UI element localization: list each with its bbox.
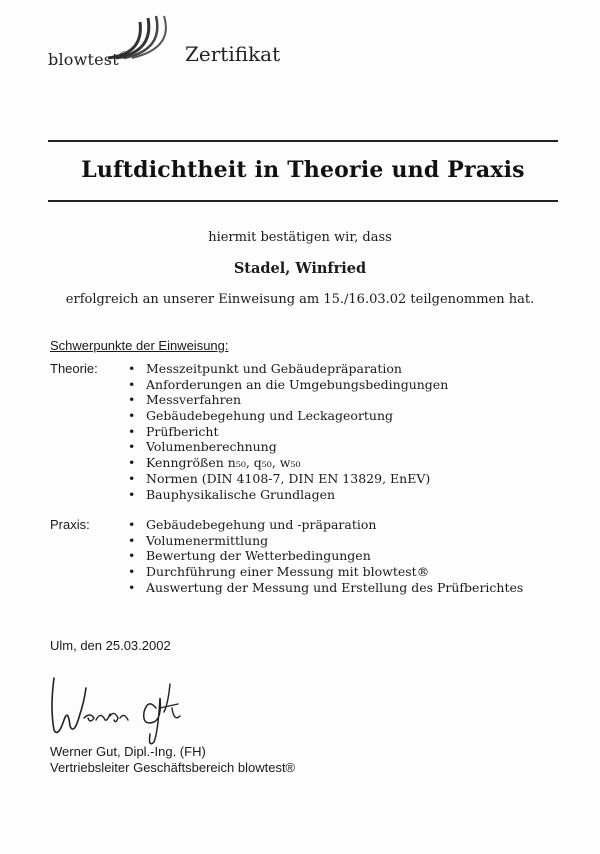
signer-block [50, 744, 295, 776]
blowtest-logo [48, 14, 178, 70]
signer-position: Vertriebsleiter Geschäftsbereich blowtest® [50, 760, 296, 775]
list-item: • Messverfahren [128, 392, 242, 408]
practice-list [128, 517, 523, 595]
bullet-icon: • [128, 376, 136, 392]
section-heading: Schwerpunkte der Einweisung: [50, 338, 229, 353]
bullet-icon: • [128, 392, 136, 408]
list-item: • Normen (DIN 4108-7, DIN EN 13829, EnEV) [128, 470, 431, 486]
registered-mark: ® [118, 51, 129, 62]
bullet-icon: • [128, 455, 136, 471]
theory-label: Theorie: [50, 361, 98, 376]
logo-text [48, 50, 128, 69]
list-item: • Anforderungen an die Umgebungsbedingungen [128, 376, 449, 392]
signature-icon [44, 668, 214, 748]
bullet-icon: • [128, 548, 136, 564]
bullet-icon: • [128, 439, 136, 455]
completion-text: erfolgreich an unserer Einweisung am 15./16.03.02 teilgenommen hat. [65, 292, 535, 307]
handwritten-signature [44, 668, 214, 748]
list-item: • Prüfbericht [128, 423, 219, 439]
list-item: • Auswertung der Messung und Erstellung des Prüfberichtes [128, 579, 524, 595]
logo-wordmark: blowtest [48, 50, 119, 69]
place-date: Ulm, den 25.03.2002 [50, 638, 171, 653]
list-item: • Durchführung einer Messung mit blowtest® [128, 564, 430, 580]
bullet-icon: • [128, 579, 136, 595]
bullet-icon: • [128, 361, 136, 376]
recipient-name: Stadel, Winfried [233, 260, 367, 277]
list-item: • Volumenberechnung [128, 439, 277, 455]
certificate-title: Luftdichtheit in Theorie und Praxis [81, 157, 525, 183]
bullet-icon: • [128, 564, 136, 580]
top-divider [48, 140, 558, 142]
signer-name: Werner Gut, Dipl.-Ing. (FH) [50, 744, 206, 759]
bullet-icon: • [128, 532, 136, 548]
practice-label: Praxis: [50, 517, 90, 532]
list-item: • Bauphysikalische Grundlagen [128, 486, 336, 502]
theory-list [128, 361, 448, 502]
bullet-icon: • [128, 517, 136, 532]
bullet-icon: • [128, 470, 136, 486]
confirmation-text: hiermit bestätigen wir, dass [208, 230, 392, 245]
list-item: • Kenngrößen n₅₀, q₅₀, w₅₀ [128, 455, 301, 471]
list-item: • Bewertung der Wetterbedingungen [128, 548, 371, 564]
list-item: • Gebäudebegehung und Leckageortung [128, 408, 394, 424]
bottom-divider [48, 200, 558, 202]
list-item: • Messzeitpunkt und Gebäudepräparation [128, 361, 402, 376]
list-item: • Gebäudebegehung und -präparation [128, 517, 377, 532]
bullet-icon: • [128, 486, 136, 502]
bullet-icon: • [128, 423, 136, 439]
document-type: Zertifikat [185, 42, 281, 66]
bullet-icon: • [128, 408, 136, 424]
list-item: • Volumenermittlung [128, 532, 269, 548]
